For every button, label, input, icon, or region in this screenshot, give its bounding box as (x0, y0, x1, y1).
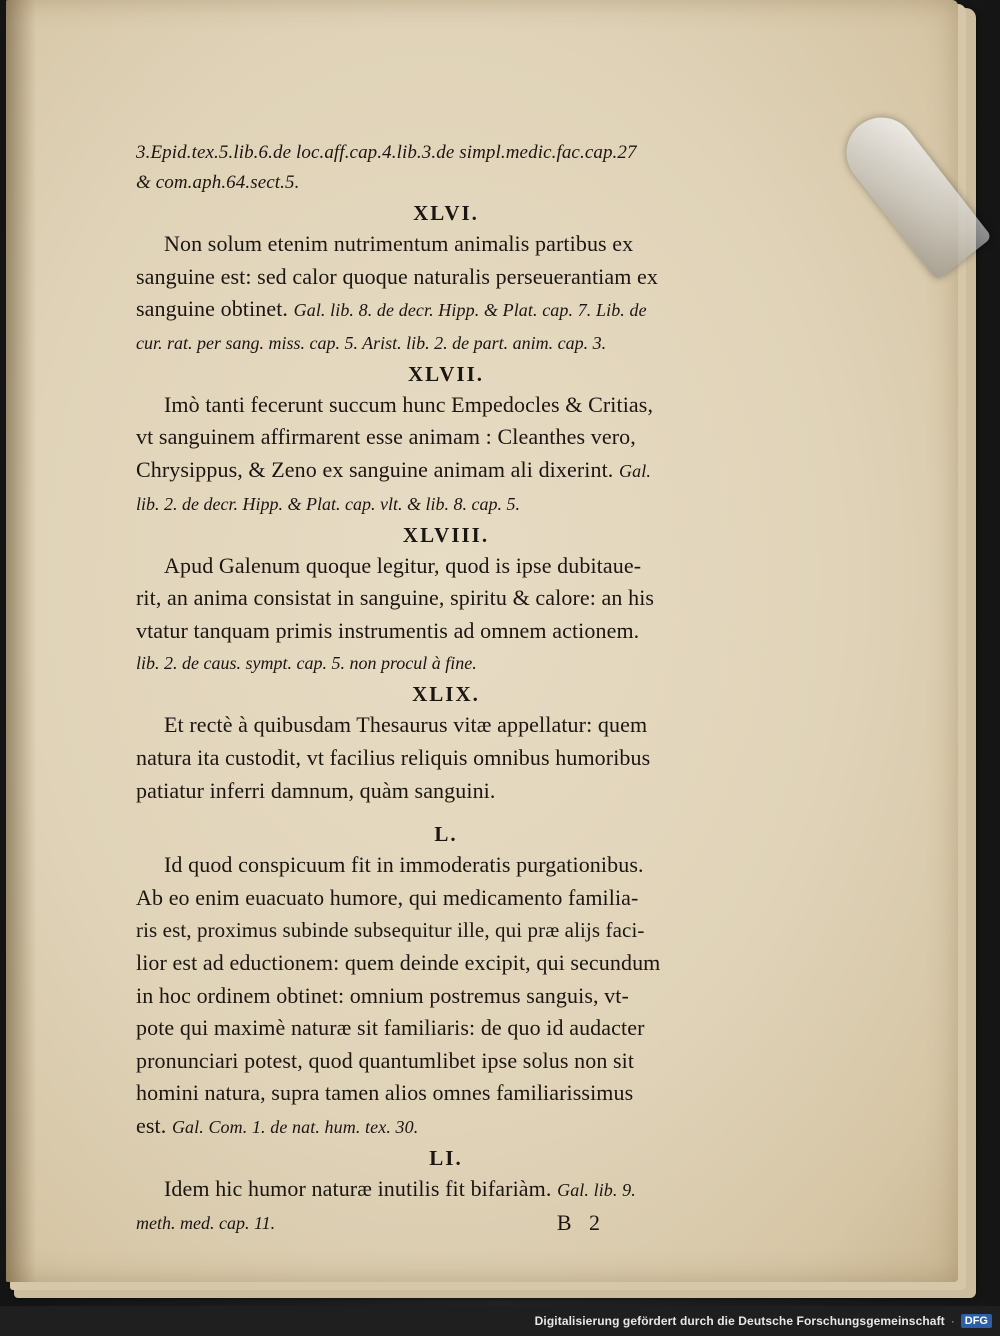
text-line (136, 293, 736, 327)
text-line: vt sanguinem affirmarent esse animam : Cleanthes vero, (136, 424, 636, 450)
citation: Gal. Com. 1. de nat. hum. tex. 30. (171, 1116, 419, 1137)
text-line (136, 1173, 736, 1207)
text-line: pronunciari potest, quod quantumlibet ipse solus non sit (136, 1047, 635, 1073)
citation: Gal. lib. 9. (557, 1180, 636, 1201)
section-heading: XLVII. (407, 361, 484, 386)
text-line: sanguine est: sed calor quoque naturalis perseuerantiam ex (136, 263, 659, 289)
citation-line: cur. rat. per sang. miss. cap. 5. Arist. lib. 2. de part. anim. cap. 3. (136, 332, 607, 353)
text-line: homini natura, supra tamen alios omnes familiarissimus (136, 1080, 634, 1106)
book-page (6, 0, 958, 1282)
funding-banner (0, 1306, 1000, 1336)
last-line (136, 1207, 606, 1239)
spacer (136, 807, 736, 819)
text-line: Non solum etenim nutrimentum animalis partibus ex (164, 231, 634, 256)
page-text (136, 138, 736, 1239)
funding-text: Digitalisierung gefördert durch die Deutsche Forschungsgemeinschaft (534, 1314, 945, 1328)
citation: Gal. lib. 8. de decr. Hipp. & Plat. cap. 7. Lib. de (293, 300, 647, 321)
text-line: Id quod conspicuum fit in immoderatis purgationibus. (164, 852, 644, 878)
text-line: Imò tanti fecerunt succum hunc Empedocles & Critias, (164, 391, 654, 417)
text-line: Ab eo enim euacuato humore, qui medicamento familia- (136, 884, 639, 910)
reference-line: & com.aph.64.sect.5. (136, 172, 300, 193)
text-line: pote qui maximè naturæ sit familiaris: de quo id audacter (136, 1015, 645, 1041)
text-line: natura ita custodit, vt facilius reliquis omnibus humoribus (136, 744, 651, 770)
text-fragment: est. (136, 1112, 167, 1138)
text-line: Apud Galenum quoque legitur, quod is ipse dubitaue- (164, 552, 642, 578)
section-heading: L. (434, 822, 458, 847)
text-fragment: Chrysippus, & Zeno ex sanguine animam ali dixerint. (136, 456, 614, 482)
separator-dot: · (950, 1314, 955, 1328)
dfg-logo: DFG (961, 1314, 992, 1328)
reference-line: 3.Epid.tex.5.lib.6.de loc.aff.cap.4.lib.3.de simpl.medic.fac.cap.27 (136, 142, 637, 163)
text-line: patiatur inferri damnum, quàm sanguini. (136, 777, 496, 803)
text-fragment: Idem hic humor naturæ inutilis fit bifariàm. (164, 1176, 552, 1202)
citation: Gal. (619, 460, 651, 481)
text-line: lior est ad eductionem: quem deinde excipit, qui secundum (136, 949, 661, 975)
text-line: Et rectè à quibusdam Thesaurus vitæ appellatur: quem (164, 712, 648, 738)
text-line: in hoc ordinem obtinet: omnium postremus sanguis, vt- (136, 982, 629, 1008)
citation-line: lib. 2. de decr. Hipp. & Plat. cap. vlt. & lib. 8. cap. 5. (136, 493, 520, 514)
section-heading: LI. (429, 1146, 463, 1171)
text-line: vtatur tanquam primis instrumentis ad omnem actionem. (136, 617, 640, 643)
text-line: rit, an anima consistat in sanguine, spiritu & calore: an his (136, 585, 655, 611)
section-heading: XLVIII. (402, 522, 490, 547)
text-fragment: sanguine obtinet. (136, 296, 289, 322)
section-heading: XLVI. (413, 201, 479, 225)
text-line: ris est, proximus subinde subsequitur ille, qui præ alijs faci- (136, 918, 645, 943)
text-line (136, 1110, 736, 1144)
signature-mark: B 2 (556, 1210, 606, 1236)
citation-line: lib. 2. de caus. sympt. cap. 5. non procul à fine. (136, 653, 477, 674)
citation: meth. med. cap. 11. (136, 1213, 276, 1234)
section-heading: XLIX. (412, 682, 480, 707)
text-line (136, 454, 736, 488)
